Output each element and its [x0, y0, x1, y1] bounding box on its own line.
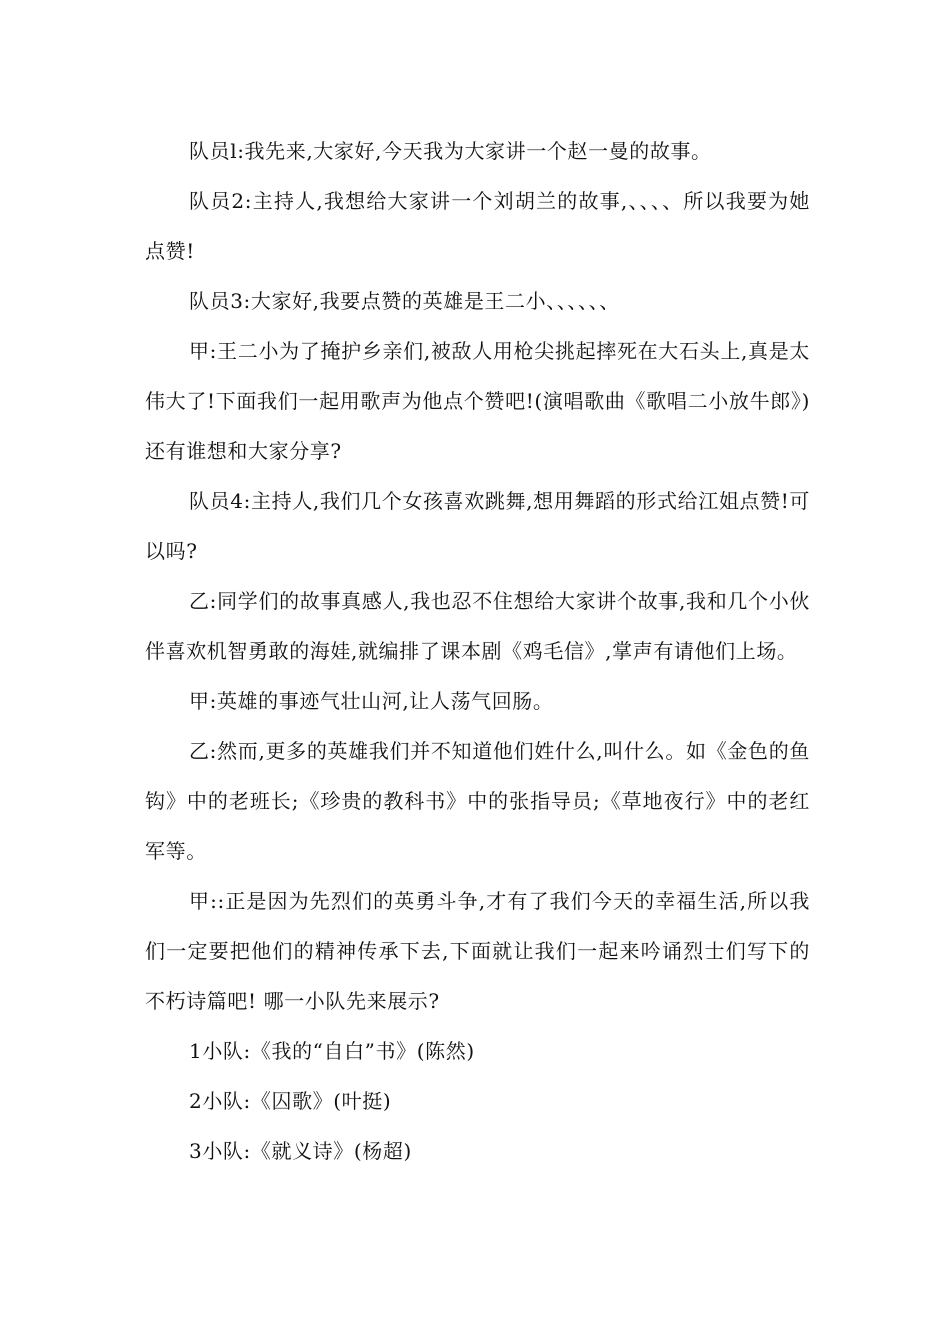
paragraph-3: 队员3:大家好,我要点赞的英雄是王二小、、、、、、	[189, 289, 620, 313]
paragraph-2: 队员2:主持人,我想给大家讲一个刘胡兰的故事,、、、、所以我要为她点赞!	[145, 189, 810, 263]
paragraph-10: 1小队:《我的“自白”书》(陈然)	[189, 1039, 475, 1063]
paragraph-11: 2小队:《囚歌》(叶挺)	[189, 1089, 392, 1113]
document-body	[145, 126, 810, 1176]
paragraph-4: 甲:王二小为了掩护乡亲们,被敌人用枪尖挑起摔死在大石头上,真是太伟大了!下面我们一起用歌声为他点个赞吧!(演唱歌曲《歌唱二小放牛郎》)还有谁想和大家分享?	[145, 339, 810, 463]
paragraph-8: 乙:然而,更多的英雄我们并不知道他们姓什么,叫什么。如《金色的鱼钩》中的老班长;《珍贵的教科书》中的张指导员;《草地夜行》中的老红军等。	[145, 739, 810, 863]
paragraph-1: 队员l:我先来,大家好,今天我为大家讲一个赵一曼的故事。	[189, 139, 712, 163]
paragraph-6: 乙:同学们的故事真感人,我也忍不住想给大家讲个故事,我和几个小伙伴喜欢机智勇敢的海娃,就编排了课本剧《鸡毛信》,掌声有请他们上场。	[145, 589, 810, 663]
paragraph-7: 甲:英雄的事迹气壮山河,让人荡气回肠。	[189, 689, 554, 713]
paragraph-12: 3小队:《就义诗》(杨超)	[189, 1139, 412, 1163]
paragraph-9: 甲::正是因为先烈们的英勇斗争,才有了我们今天的幸福生活,所以我们一定要把他们的精神传承下去,下面就让我们一起来吟诵烈士们写下的不朽诗篇吧! 哪一小队先来展示?	[145, 889, 810, 1013]
paragraph-5: 队员4:主持人,我们几个女孩喜欢跳舞,想用舞蹈的形式给江姐点赞!可以吗?	[145, 489, 810, 563]
